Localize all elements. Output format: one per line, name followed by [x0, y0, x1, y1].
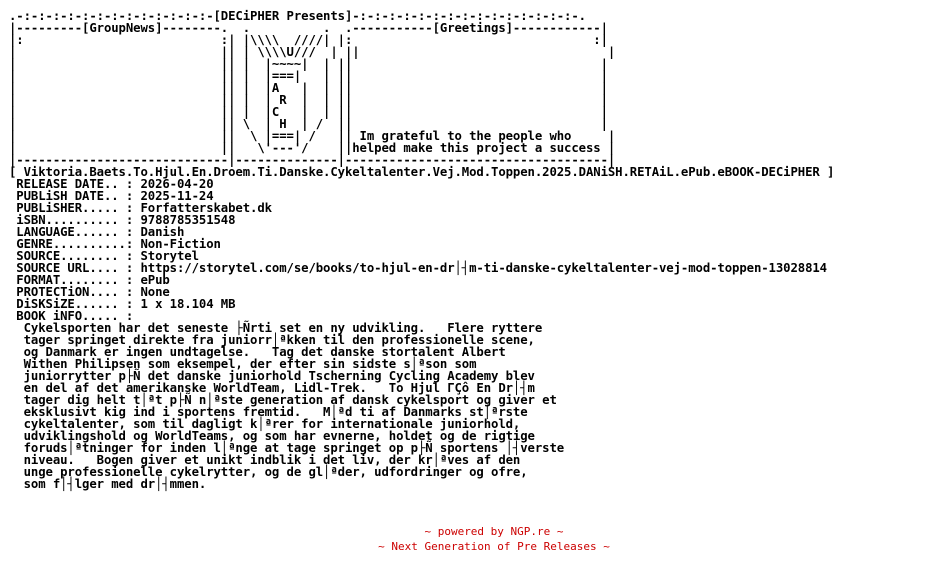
- publish-date-row: PUBLiSH DATE.. : 2025-11-24: [9, 189, 214, 203]
- nfo-line-8: | || | | R | | || |: [9, 93, 608, 107]
- nfo-line-2: |---------[GroupNews]--------. . . .-----------[Greetings]------------|: [9, 21, 608, 35]
- isbn-row: iSBN.......... : 9788785351548: [9, 213, 236, 227]
- nfo-line-11: | || \ |===| / || Im grateful to the people who |: [9, 129, 616, 143]
- nfo-line-1: .-:-:-:-:-:-:-:-:-:-:-:-:-:-[DECiPHER Presents]-:-:-:-:-:-:-:-:-:-:-:-:-:-:-:-.: [9, 9, 586, 23]
- nfo-line-5: | || | |~~~~| | || |: [9, 57, 608, 71]
- nfo-line-7: | || | |A | | || |: [9, 81, 608, 95]
- publisher-row: PUBLiSHER..... : Forfatterskabet.dk: [9, 201, 272, 215]
- book-info-line-6: en del af det amerikanske WorldTeam, Lidl-Trek. To Hjul ΓÇô En Dr│┤m: [9, 381, 535, 395]
- book-info-line-5: juniorrytter p├Ñ det danske juniorhold Tscherning Cycling Academy blev: [9, 369, 535, 383]
- book-info-line-7: tager dig helt t│ªt p├Ñ n│ªste generation af dansk cykelsport og giver et: [9, 393, 557, 407]
- book-info-line-3: og Danmark er ingen undtagelse. Tag det danske stortalent Albert: [9, 345, 506, 359]
- genre-row: GENRE..........: Non-Fiction: [9, 237, 221, 251]
- book-info-line-14: som f│┤lger med dr│┤mmen.: [9, 477, 207, 491]
- nfo-line-13: |-----------------------------|--------------|------------------------------------|: [9, 153, 616, 167]
- format-row: FORMAT........ : ePub: [9, 273, 170, 287]
- nfo-line-6: | || | |===| | || |: [9, 69, 608, 83]
- book-info-line-12: niveau. Bogen giver et unikt indblik i det liv, der kr│ªves af den: [9, 453, 521, 467]
- book-info-line-9: cykeltalenter, som til dagligt k│ªrer for internationale juniorhold,: [9, 417, 521, 431]
- powered-by-footer: ~ powered by NGP.re ~: [424, 525, 564, 538]
- nfo-line-12: | || \'---'/ ||helped make this project a success |: [9, 141, 616, 155]
- nfo-line-9: | || | |C | | || |: [9, 105, 608, 119]
- book-info-line-1: Cykelsporten har det seneste ├Ñrti set en ny udvikling. Flere ryttere: [9, 321, 543, 335]
- nfo-line-4: | || | \\\\U/// | || |: [9, 45, 616, 59]
- release-title: [ Viktoria.Baets.To.Hjul.En.Droem.Ti.Danske.Cykeltalenter.Vej.Mod.Toppen.2025.DANiSH.RETAiL.ePub.eBOOK-DECiPHER ]: [9, 165, 835, 179]
- tagline-footer: ~ Next Generation of Pre Releases ~: [378, 540, 610, 553]
- nfo-line-3: |: :| |\\\\ ////| |: :|: [9, 33, 608, 47]
- book-info-row: BOOK iNFO..... :: [9, 309, 134, 323]
- book-info-line-8: eksklusivt kig ind i sportens fremtid. M│ªd ti af Danmarks st│ªrste: [9, 405, 528, 419]
- language-row: LANGUAGE...... : Danish: [9, 225, 185, 239]
- source-row: SOURCE........ : Storytel: [9, 249, 199, 263]
- book-info-line-10: udviklingshold og WorldTeams, og som har evnerne, holdet og de rigtige: [9, 429, 535, 443]
- book-info-line-11: foruds│ªtninger for inden l│ªnge at tage springet op p├Ñ sportens │┤verste: [9, 441, 565, 455]
- release-date-row: RELEASE DATE.. : 2026-04-20: [9, 177, 214, 191]
- disksize-row: DiSKSiZE...... : 1 x 18.104 MB: [9, 297, 236, 311]
- protection-row: PROTECTiON.... : None: [9, 285, 170, 299]
- book-info-line-4: Withen Philipsen som eksempel, der efter sin sidste s│ªson som: [9, 357, 477, 371]
- book-info-line-13: unge professionelle cykelrytter, og de gl│ªder, udfordringer og ofre,: [9, 465, 528, 479]
- nfo-line-10: | || \ | H | / || |: [9, 117, 608, 131]
- book-info-line-2: tager springet direkte fra juniorr│ªkken til den professionelle scene,: [9, 333, 535, 347]
- source-url-row: SOURCE URL.... : https://storytel.com/se/books/to-hjul-en-dr│┤m-ti-danske-cykeltalenter-vej-mod-toppen-13028814: [9, 261, 827, 275]
